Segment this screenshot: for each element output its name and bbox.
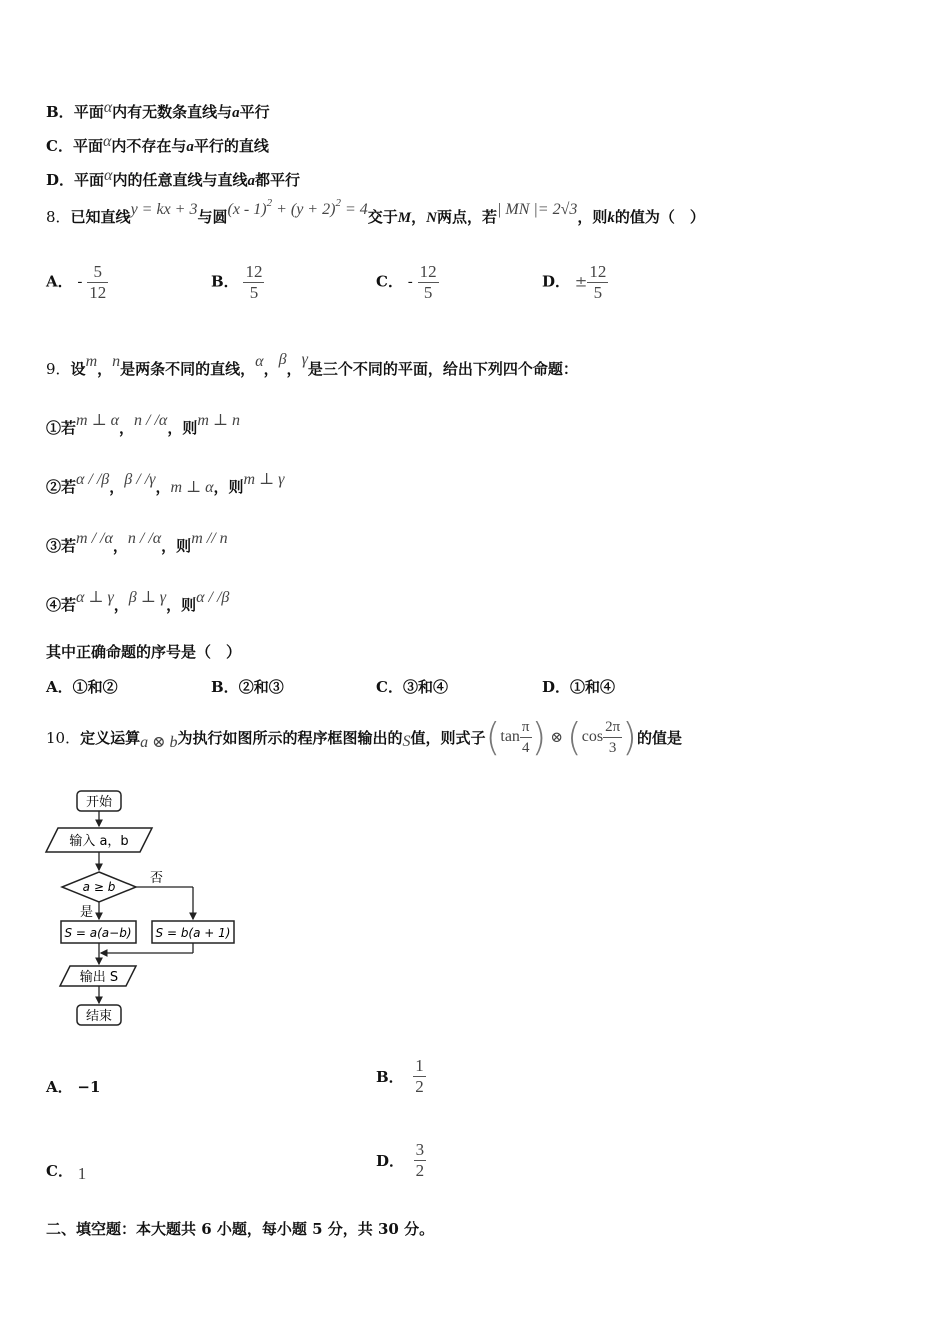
q9-option-b[interactable]: B．②和③ (211, 678, 284, 696)
flow-end-label: 结束 (85, 1009, 113, 1024)
flow-input-label: 输入 a，b (69, 834, 129, 849)
q9-question: 其中正确命题的序号是（ ） (46, 643, 242, 661)
q8-option-d[interactable]: D． ± $\frac{12}{5}$ (542, 262, 607, 302)
flow-yes-process-label: S = a(a−b) (64, 926, 132, 940)
q9-option-a[interactable]: A．①和② (46, 678, 118, 696)
flow-no-label: 否 (150, 871, 164, 886)
q8-option-a[interactable]: A． - $\frac{5}{12}$ (46, 262, 107, 302)
flow-output-label: 输出 S (79, 970, 119, 985)
q7-option-d: D．平面α内的任意直线与直线a都平行 (46, 167, 300, 189)
q9-option-d[interactable]: D．①和④ (542, 678, 616, 696)
q10-stem: 10． 定义运算 a ⊗ b 为执行如图所示的程序框图输出的 S 值，则式子 ( tan $\frac{\pi}{4}$ ) ⊗ ( cos $\frac{2\pi}{3}$ ) 的值是 (46, 715, 682, 759)
q8-option-c[interactable]: C． - $\frac{12}{5}$ (376, 262, 437, 302)
q10-option-b[interactable]: B． $\frac{1}{2}$ (376, 1055, 424, 1096)
q8-stem: 8．已知直线y = kx + 3与圆$(x - 1)^2 + (y + 2)^2 = 4$交于M，N两点，若| MN |= 2√3，则k的值为（ ） (46, 197, 705, 226)
q9-prop-1: ①若m ⊥ α，n / /α，则m ⊥ n (46, 412, 240, 437)
flow-yes-label: 是 (80, 905, 94, 920)
q7-option-b: B．平面α内有无数条直线与a平行 (46, 99, 270, 121)
flow-decision-label: a ≥ b (82, 880, 116, 894)
program-flowchart (40, 786, 250, 1031)
q8-option-b[interactable]: B． $\frac{12}{5}$ (211, 262, 263, 302)
q7-option-c: C．平面α内不存在与a平行的直线 (46, 133, 269, 155)
q10-option-c[interactable]: C． 1 (46, 1162, 87, 1183)
q10-option-a[interactable]: A． −1 (46, 1078, 101, 1096)
q9-prop-4: ④若α ⊥ γ，β ⊥ γ，则α / /β (46, 589, 230, 614)
q9-prop-3: ③若m / /α，n / /α，则m // n (46, 530, 228, 555)
flow-start-label: 开始 (85, 795, 113, 810)
q9-prop-2: ②若α / /β，β / /γ，m ⊥ α，则m ⊥ γ (46, 471, 285, 496)
flow-no-process-label: S = b(a + 1) (155, 926, 231, 940)
section-2-heading: 二、填空题：本大题共 6 小题，每小题 5 分，共 30 分。 (46, 1220, 435, 1238)
q9-stem: 9．设m，n是两条不同的直线，α，β，γ是三个不同的平面，给出下列四个命题： (46, 351, 578, 378)
q9-option-c[interactable]: C．③和④ (376, 678, 448, 696)
q10-option-d[interactable]: D． $\frac{3}{2}$ (376, 1139, 425, 1180)
